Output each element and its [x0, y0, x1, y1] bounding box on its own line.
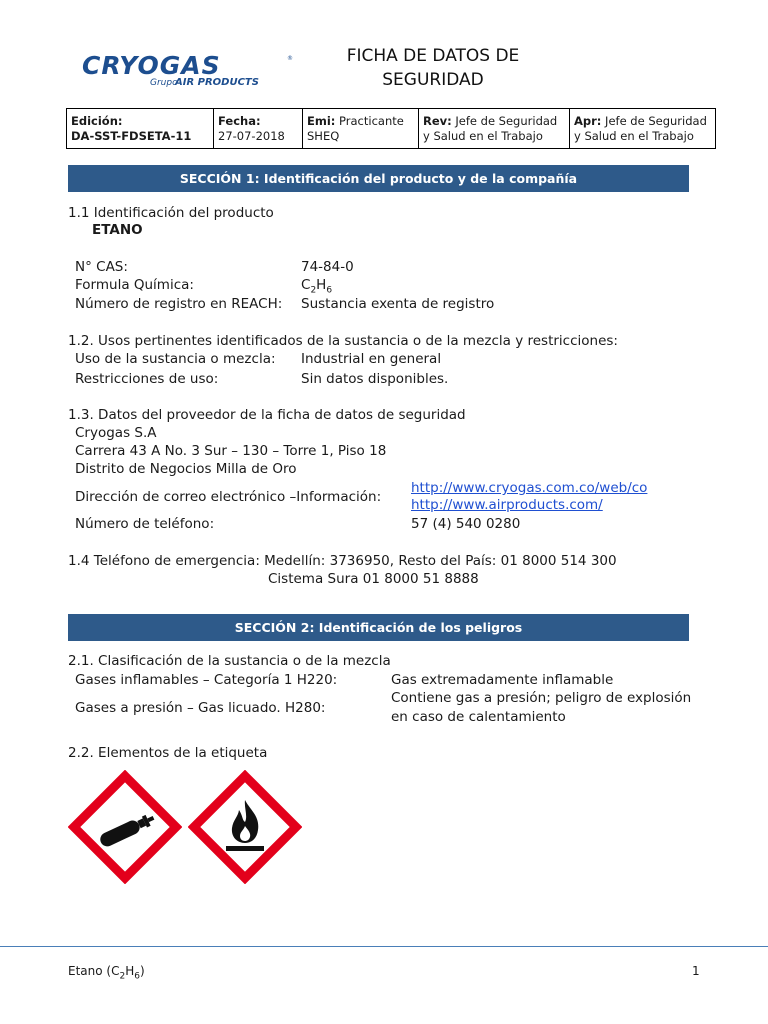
logo-registered-mark: ®: [287, 55, 293, 62]
company-address: Carrera 43 A No. 3 Sur – 130 – Torre 1, Piso 18: [75, 443, 387, 459]
emergency-phone-line1: 1.4 Teléfono de emergencia: Medellín: 3736950, Resto del País: 01 8000 514 300: [68, 553, 617, 569]
document-title: [318, 44, 548, 92]
email-label: Dirección de correo electrónico –Información:: [75, 489, 382, 505]
edicion-cell: [67, 109, 214, 149]
emergency-phone-line2: Cistema Sura 01 8000 51 8888: [268, 571, 479, 587]
flame-icon: [188, 770, 302, 884]
s11-heading: 1.1 Identificación del producto: [68, 205, 274, 221]
s13-heading: 1.3. Datos del proveedor de la ficha de datos de seguridad: [68, 407, 466, 423]
fecha-cell: [214, 109, 303, 149]
footer-divider: [0, 946, 768, 947]
document-meta-table: [66, 108, 716, 149]
class2-value-1: Contiene gas a presión; peligro de explosión: [391, 690, 692, 706]
rev-label: Rev:: [423, 114, 452, 128]
class1-value: Gas extremadamente inflamable: [391, 672, 614, 688]
cryogas-url-link[interactable]: http://www.cryogas.com.co/web/co: [411, 480, 648, 496]
flame-pictogram: [188, 770, 302, 884]
gas-cylinder-pictogram: [68, 770, 182, 884]
s21-heading: 2.1. Clasificación de la sustancia o de la mezcla: [68, 653, 391, 669]
title-line-2: SEGURIDAD: [382, 70, 484, 90]
company-district: Distrito de Negocios Milla de Oro: [75, 461, 297, 477]
uso-value: Industrial en general: [301, 351, 442, 367]
apr-value-1: Jefe de Seguridad: [601, 114, 707, 128]
restricciones-value: Sin datos disponibles.: [301, 371, 449, 387]
section-1-title: : Identificación del producto y de la compañía: [254, 171, 578, 186]
reach-label: Número de registro en REACH:: [75, 296, 283, 312]
company-logo: [80, 52, 295, 88]
section-2-number: SECCIÓN 2: [234, 620, 310, 635]
edicion-value: DA-SST-FDSETA-11: [71, 129, 192, 143]
logo-sub-prefix: Grupo: [150, 78, 178, 88]
emi-label: Emi:: [307, 114, 336, 128]
gas-cylinder-icon: [68, 770, 182, 884]
rev-value-2: y Salud en el Trabajo: [423, 129, 543, 143]
section-2-header: [68, 614, 689, 641]
s22-heading: 2.2. Elementos de la etiqueta: [68, 745, 268, 761]
rev-value-1: Jefe de Seguridad: [451, 114, 558, 128]
cas-label: N° CAS:: [75, 259, 128, 275]
logo-sub-name: AIR PRODUCTS: [175, 77, 259, 88]
class1-label: Gases inflamables – Categoría 1 H220:: [75, 672, 338, 688]
s12-heading: 1.2. Usos pertinentes identificados de la sustancia o de la mezcla y restricciones:: [68, 333, 618, 349]
restricciones-label: Restricciones de uso:: [75, 371, 219, 387]
emi-cell: [303, 109, 419, 149]
product-name: ETANO: [92, 222, 143, 238]
class2-value-2: en caso de calentamiento: [391, 709, 566, 725]
apr-value-2: y Salud en el Trabajo: [574, 129, 694, 143]
section-1-number: SECCIÓN 1: [179, 171, 255, 186]
phone-label: Número de teléfono:: [75, 516, 215, 532]
reach-value: Sustancia exenta de registro: [301, 296, 495, 312]
company-name: Cryogas S.A: [75, 425, 157, 441]
footer-product: Etano $(C_2H_6)$: [68, 964, 145, 982]
title-line-1: FICHA DE DATOS DE: [346, 46, 520, 66]
apr-label: Apr:: [574, 114, 602, 128]
emi-value-1: Practicante: [335, 114, 404, 128]
phone-value: 57 (4) 540 0280: [411, 516, 521, 532]
cas-value: 74-84-0: [301, 259, 354, 275]
fecha-label: Fecha:: [218, 114, 261, 128]
formula-label: Formula Química:: [75, 277, 194, 293]
airproducts-url-link[interactable]: http://www.airproducts.com/: [411, 497, 603, 513]
edicion-label: Edición:: [71, 114, 123, 128]
logo-brand: CRYOGAS: [82, 52, 221, 80]
section-1-header: [68, 165, 689, 192]
page-number: 1: [692, 964, 700, 978]
section-2-title: : Identificación de los peligros: [309, 620, 523, 635]
rev-cell: [419, 109, 570, 149]
uso-label: Uso de la sustancia o mezcla:: [75, 351, 276, 367]
emi-value-2: SHEQ: [307, 129, 340, 143]
apr-cell: [570, 109, 716, 149]
formula-value: $C_2H_6$: [301, 277, 333, 296]
class2-label: Gases a presión – Gas licuado. H280:: [75, 700, 326, 716]
fecha-value: 27-07-2018: [218, 129, 285, 143]
